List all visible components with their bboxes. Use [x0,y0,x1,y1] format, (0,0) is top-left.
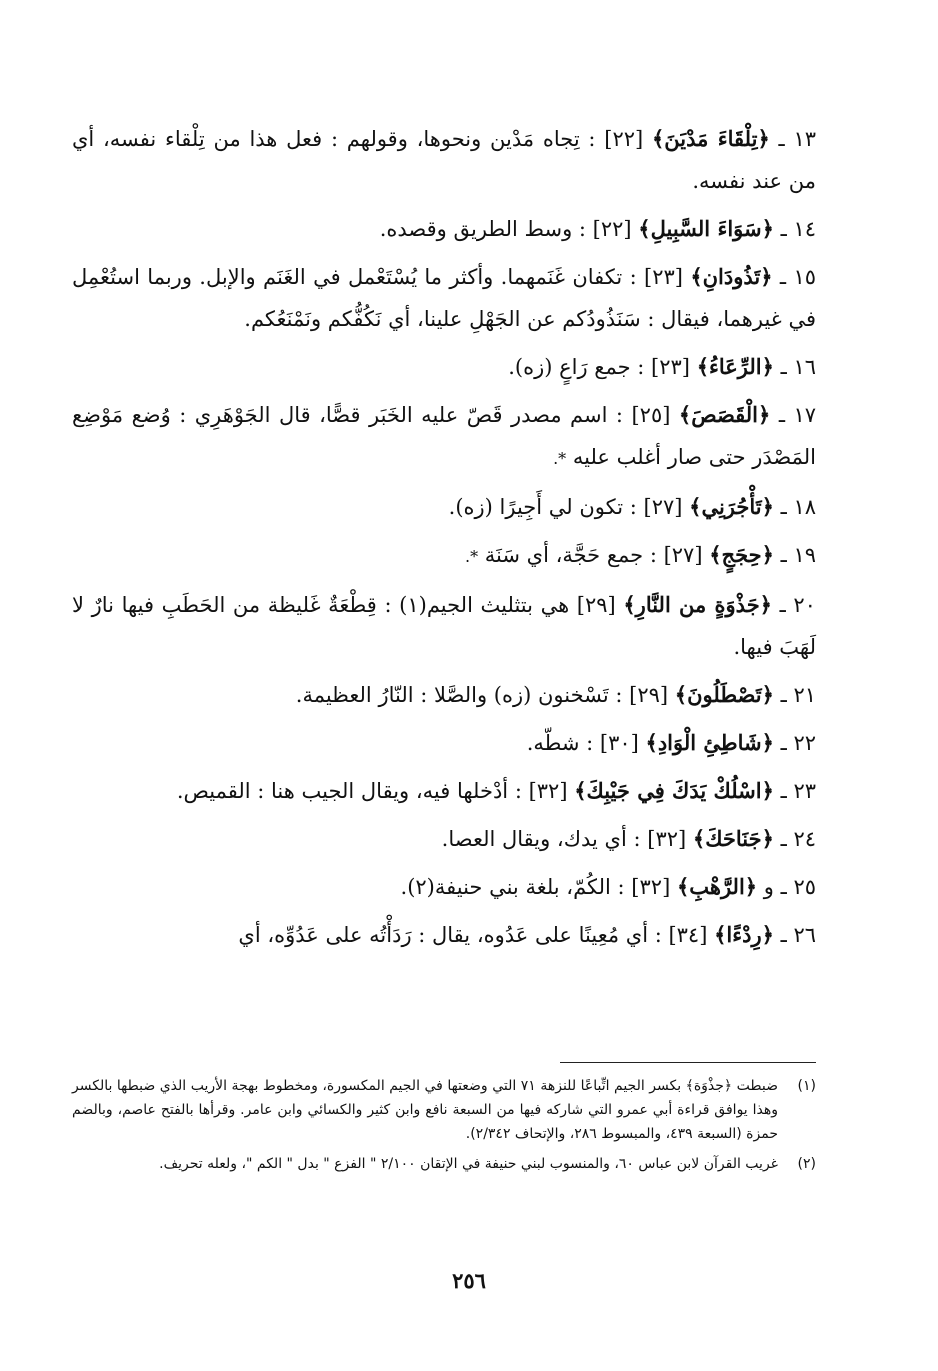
entry-number: ٢٢ ـ [780,731,816,755]
entry-star: *. [465,547,479,566]
entry-number: ١٥ ـ [779,265,816,289]
entry-number: ٢٥ ـ و [763,875,816,899]
entry-number: ٢٣ ـ [780,779,816,803]
entry-term: ﴿الْقَصَصَ﴾ [678,402,771,427]
entry-number: ١٦ ـ [780,355,816,379]
entry-term: ﴿اسْلُكْ يَدَكَ فِي جَيْبِكَ﴾ [574,778,774,803]
entry-term: ﴿تَأْجُرَنِي﴾ [689,494,774,519]
page-number: ٢٥٦ [452,1268,486,1293]
entry [72,486,816,528]
entry-term: ﴿تِلْقَاءَ مَدْيَنَ﴾ [651,126,770,151]
main-text [72,118,816,962]
entry-text: [٢٣] : جمع رَاعٍ (زه). [508,355,690,379]
entry-text: [٣٢] : الكُمّ، بلغة بني حنيفة(٢). [400,875,671,899]
entry-text: [٣٢] : أدْخلها فيه، ويقال الجيب هنا : القميص. [176,779,568,803]
entry [72,346,816,388]
entry-star: *. [553,449,567,468]
entry-text: [٢٩] : تَسْخنون (زه) والصَّلا : النّارُ العظيمة. [295,683,669,707]
entry-number: ١٣ ـ [778,127,817,151]
footnote-divider [560,1062,816,1063]
footnotes [72,1074,816,1182]
entry-number: ٢١ ـ [780,683,816,707]
entry-term: ﴿الرِّعَاءُ﴾ [696,354,774,379]
entry-text: [٢٩] هي بتثليث الجيم(١) : قِطْعَةٌ غَليظة من الحَطَبِ فيها نارٌ لا لَهَبَ فيها. [72,593,816,659]
entry [72,394,816,480]
entry-term: ﴿تَذُودَانِ﴾ [690,264,773,289]
entry [72,118,816,202]
entry [72,866,816,908]
entry-term: ﴿جَذْوَةٍ من النَّارِ﴾ [623,592,772,617]
footnote-text: ضبطت ﴿جذْوَة﴾ بكسر الجيم اتِّباعًا للنزهة ٧١ التي وضعتها في الجيم المكسورة، ومخطوط بهجة الأريب الذي ضبطها بالكسر وهذا يوافق قراءة أبي عمرو التي شاركه فيها من السبعة نافع وابن كثير والكسائي وابن عامر. وقرأها بالفتح عاصم، وبالضم حمزة (السبعة ٤٣٩، والمبسوط ٢٨٦، والإتحاف ٢/٣٤٢). [72,1078,778,1142]
entry-number: ١٩ ـ [780,543,816,567]
entry-term: ﴿حِجَجٍ﴾ [709,542,774,567]
entry-text: [٣٢] : أي يدك، ويقال العصا. [441,827,687,851]
entry [72,584,816,668]
entry [72,914,816,956]
entry-number: ١٤ ـ [780,217,816,241]
footnote-mark: (٢) [797,1156,816,1172]
entry [72,722,816,764]
entry-number: ٢٠ ـ [779,593,816,617]
footnote-text: غريب القرآن لابن عباس ٦٠، والمنسوب لبني حنيفة في الإتقان ٢/١٠٠ " الفزع " بدل " الكم "، ولعله تحريف. [159,1156,778,1172]
entry-term: ﴿تَصْطَلُونَ﴾ [674,682,774,707]
entry-text: [٣٤] : أي مُعِينًا على عَدُوه، يقال : رَدَأْتُه على عَدُوِّه، أي [238,923,708,947]
footnote [72,1152,816,1176]
entry [72,818,816,860]
entry-number: ١٨ ـ [780,495,816,519]
entry-term: ﴿سَوَاءَ السَّبِيلِ﴾ [638,216,774,241]
entry [72,208,816,250]
entry-number: ١٧ ـ [778,403,816,427]
entry-term: ﴿شَاطِئِ الْوَادِ﴾ [645,730,774,755]
entry-term: ﴿جَنَاحَكَ﴾ [692,826,774,851]
entry-text: [٢٢] : تِجاه مَدْين ونحوها، وقولهم : فعل هذا من تِلْقاء نفسه، أي من عند نفسه. [72,127,816,193]
entry [72,256,816,340]
entry-text: [٢٧] : تكون لي أَجِيرًا (زه). [448,495,683,519]
entry-term: ﴿الرَّهْبِ﴾ [676,874,758,899]
footnote [72,1074,816,1146]
entry [72,534,816,578]
entry-number: ٢٦ ـ [780,923,816,947]
entry-term: ﴿رِدْءًا﴾ [714,922,774,947]
entry-text: [٢٧] : جمع حَجَّة، أي سَنَة [484,543,703,567]
entry-number: ٢٤ ـ [780,827,816,851]
footnote-mark: (١) [797,1078,816,1094]
entry [72,674,816,716]
entry [72,770,816,812]
entry-text: [٣٠] : شطّه. [526,731,639,755]
entry-text: [٢٥] : اسم مصدر قَصّ عليه الخَبَر قصًّا، قال الجَوْهَرِي : وُضع مَوْضِع المَصْدَر حتى صار أغلب عليه [72,403,816,469]
entry-text: [٢٣] : تكفان غَنَمهما. وأكثر ما يُسْتَعْمل في الغَنَم والإبل. وربما استُعْمِل في غيرهما، فيقال : سَنَذُودُكم عن الجَهْلِ علينا، أي نَكُفُّكم ونَمْنَعُكم. [72,265,816,331]
entry-text: [٢٢] : وسط الطريق وقصده. [379,217,632,241]
